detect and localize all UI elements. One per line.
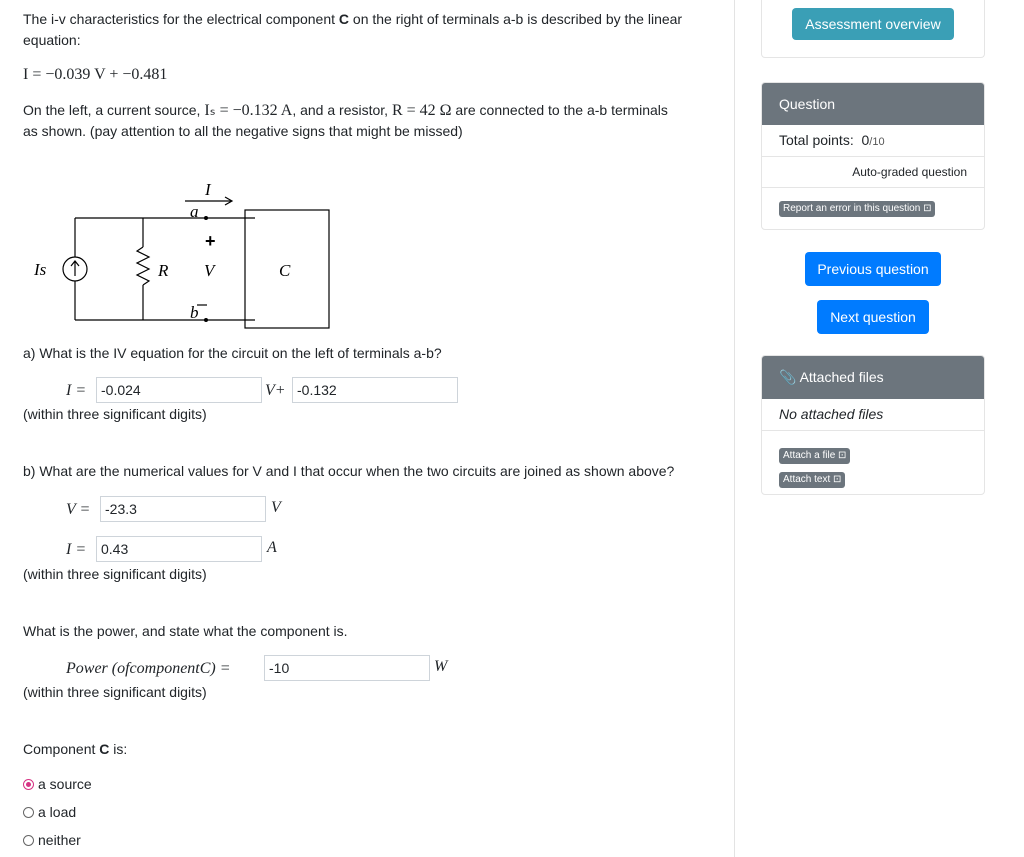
attach-text-button[interactable]: Attach text ⊡ [779, 472, 845, 488]
power-lhs: Power (ofcomponentC) = [66, 660, 231, 677]
plus-sign: + [205, 231, 216, 251]
part-b-i-lhs: I = [66, 541, 87, 558]
part-a-mid: V+ [265, 382, 286, 399]
intro-text: The i-v characteristics for the electrical component C on the right of terminals a-b is described by the linear equation: [23, 11, 683, 48]
part-b-question: b) What are the numerical values for V and I that occur when the two circuits are joined as shown above? [23, 463, 675, 479]
radio-option-source[interactable]: a source [23, 776, 92, 792]
part-a-question: a) What is the IV equation for the circuit on the left of terminals a-b? [23, 345, 442, 361]
b-terminal-label: b [190, 303, 199, 322]
report-row [762, 187, 984, 229]
attach-buttons [762, 430, 984, 488]
radio-selected-icon[interactable] [23, 779, 34, 790]
part-a-intercept-input[interactable]: -0.132 [292, 377, 458, 403]
radio-option-load[interactable]: a load [23, 804, 76, 820]
part-a-note: (within three significant digits) [23, 406, 207, 422]
assessment-overview-button[interactable]: Assessment overview [792, 8, 954, 40]
part-a-lhs: I = [66, 382, 87, 399]
no-files-text: No attached files [779, 406, 884, 422]
radio-icon[interactable] [23, 807, 34, 818]
question-header: Question [762, 83, 984, 125]
previous-question-button[interactable]: Previous question [805, 252, 941, 286]
radio-icon[interactable] [23, 835, 34, 846]
part-a-slope-input[interactable]: -0.024 [96, 377, 262, 403]
total-points: Total points: 0/10 [779, 132, 885, 148]
question-card [761, 82, 985, 230]
next-question-button[interactable]: Next question [817, 300, 929, 334]
part-b-i-input[interactable]: 0.43 [96, 536, 262, 562]
part-b-v-input[interactable]: -23.3 [100, 496, 266, 522]
power-unit: W [434, 658, 448, 675]
part-b-i-unit: A [267, 539, 277, 556]
report-error-button[interactable]: Report an error in this question ⊡ [779, 201, 935, 217]
radio-option-neither[interactable]: neither [23, 832, 81, 848]
power-input[interactable]: -10 [264, 655, 430, 681]
circuit-diagram [25, 175, 335, 335]
part-c-note: (within three significant digits) [23, 684, 207, 700]
part-b-v-unit: V [271, 499, 281, 516]
attach-file-button[interactable]: Attach a file ⊡ [779, 448, 850, 464]
attached-files-header: 📎 Attached files [762, 356, 984, 399]
paperclip-icon: 📎 [779, 369, 797, 385]
part-b-v-lhs: V = [66, 501, 91, 518]
part-c-question: What is the power, and state what the component is. [23, 623, 348, 639]
component-c-label: C [279, 261, 291, 280]
a-terminal-label: a [190, 202, 199, 221]
attached-files-card [761, 355, 985, 495]
v-label: V [204, 261, 215, 280]
i-label: I [205, 180, 211, 199]
iv-equation: I = −0.039 V + −0.481 [23, 66, 168, 83]
is-label: Is [34, 260, 47, 279]
component-question: Component C is: [23, 741, 128, 757]
r-label: R [158, 261, 169, 280]
auto-graded-label: Auto-graded question [762, 156, 984, 187]
intro-paragraph: On the left, a current source, Iₛ = −0.132 A, and a resistor, R = 42 Ω are connected to the a-b terminals as shown. (pay attention to all the negative signs that might be missed) [23, 102, 668, 139]
part-b-note: (within three significant digits) [23, 566, 207, 582]
